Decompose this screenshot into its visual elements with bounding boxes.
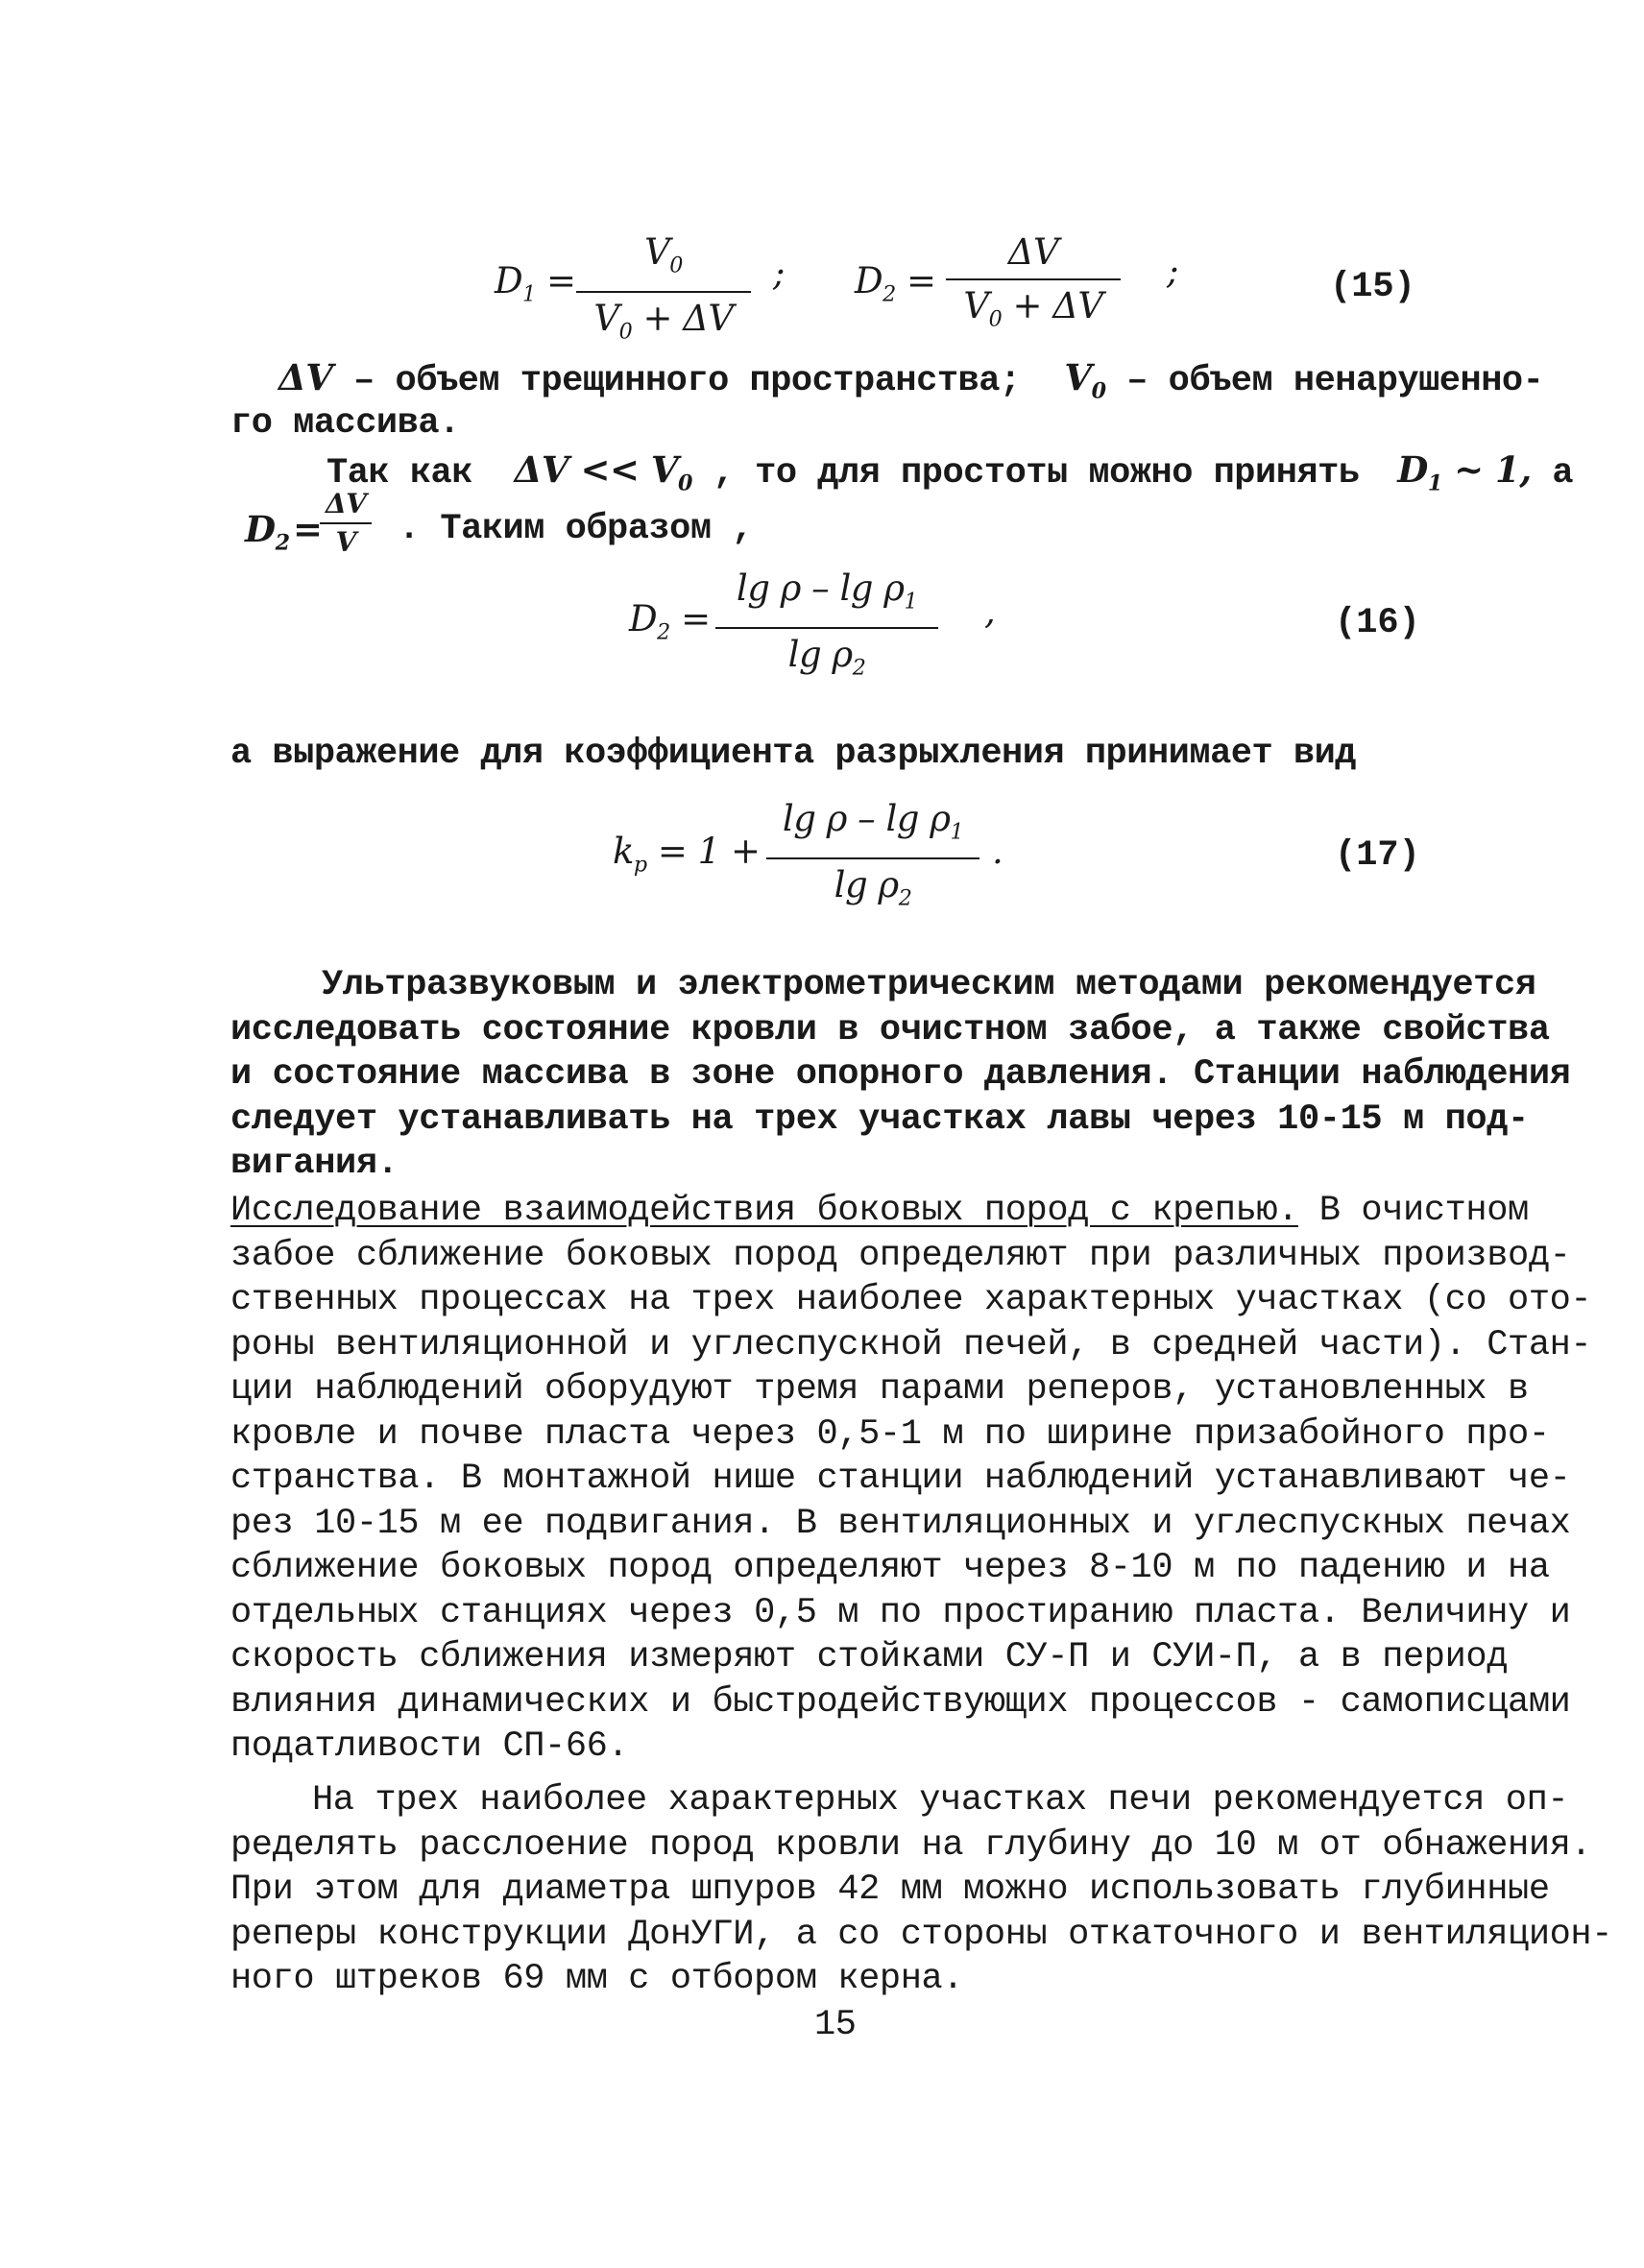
eq15-fraction-2: $\frac{\Delta V}{V_0 + \Delta V}$ <box>946 230 1121 341</box>
paragraph-line: забое сближение боковых пород определяют при различных производ- <box>230 1235 1571 1276</box>
eq15-lhs1: $D_1$ = <box>495 260 576 307</box>
paragraph-line: ного штреков 69 мм с отбором керна. <box>230 1959 964 1999</box>
eq15-separator-1: ; <box>773 253 785 294</box>
paragraph-line: реперы конструкции ДонУГИ, а со стороны откаточного и вентиляцион- <box>230 1914 1613 1955</box>
paragraph-line: кровле и почве пласта через 0,5-1 м по ширине призабойного про- <box>230 1413 1550 1455</box>
paragraph-line: рез 10-15 м ее подвигания. В вентиляционных и углеспускных печах <box>230 1503 1571 1544</box>
eq16-number: (16) <box>1335 603 1420 643</box>
paragraph-line: вигания. <box>230 1144 399 1184</box>
eq17-fraction: $\frac{\lg \rho - \lg \rho_1}{\lg \rho_2}$ <box>766 797 979 921</box>
paragraph-stratification <box>230 1778 1612 2002</box>
page-number: 15 <box>814 2005 857 2045</box>
paragraph-line: Ультразвуковым и электрометрическим методами рекомендуется <box>322 965 1536 1005</box>
eq16-fraction: $\frac{\lg \rho - \lg \rho_1}{\lg \rho_2}$ <box>715 567 938 690</box>
paragraph-line: влияния динамических и быстродействующих процессов - самописцами <box>230 1681 1571 1723</box>
eq15-fraction-1: $\frac{V_0}{V_0 + \Delta V}$ <box>576 230 751 354</box>
expression-line: а выражение для коэффициента разрыхления принимает вид <box>230 734 1356 774</box>
eq15-lhs2: $D_2$ = <box>855 260 936 307</box>
paragraph-line: На трех наиболее характерных участках печи рекомендуется оп- <box>312 1780 1569 1821</box>
paragraph-line: податливости СП-66. <box>230 1726 629 1767</box>
paragraph-interaction: Исследование взаимодействия боковых пород с крепью. В очистном забое сближение боковых пород определяют при различных производ- ственных процессах на трех наиболее характерных участках (со ото- роны вентиляционной и углеспускной печей, в средней части). Стан- ции наблюдений оборудуют тремя парами реперов, установленных в кровле и почве пласта через 0,5-1 м по ширине призабойного про- странства. В монтажной нише станции наблюдений устанавливают че- рез 10-15 м ее подвигания. В вентиляционных и углеспускных печах сближение боковых пород определяют через 8-10 м по падению и на отдельных станциях через 0,5 м по простиранию пласта. Величину и скорость сближения измеряют стойками СУ-П и СУИ-П, а в период влияния динамических и быстродействующих процессов - самописцами податливости СП-66. <box>230 1189 1591 1770</box>
paragraph-line: ределять расслоение пород кровли на глубину до 10 м от обнажения. <box>230 1824 1592 1866</box>
paragraph-line: странства. В монтажной нише станции наблюдений устанавливают че- <box>230 1459 1571 1499</box>
paragraph-line: скорость сближения измеряют стойками СУ-П и СУИ-П, а в период <box>230 1637 1509 1677</box>
paragraph-line: ции наблюдений оборудуют тремя парами реперов, установленных в <box>230 1369 1529 1410</box>
paragraph-line: следует устанавливать на трех участках лавы через 10-15 м под- <box>230 1098 1529 1140</box>
section-heading: Исследование взаимодействия боковых пород с крепью. <box>230 1191 1298 1231</box>
definition-line-2: го массива. <box>230 403 460 444</box>
since-line: Так как $\Delta V << V_0$ , то для простоты можно принять $D_1$ ~ 1, а <box>326 448 1574 496</box>
paragraph-line: исследовать состояние кровли в очистном забое, а также свойства <box>230 1009 1550 1050</box>
definition-line: ΔV – объем трещинного пространства; $V_0$ – объем ненарушенно- <box>278 356 1544 404</box>
paragraph-line: сближение боковых пород определяют через 8-10 м по падению и на <box>230 1548 1550 1588</box>
thus-fraction: $\frac{\Delta V}{V}$ <box>320 490 372 557</box>
eq15-separator-2: ; <box>1167 251 1178 292</box>
paragraph-line: При этом для диаметра шпуров 42 мм можно использовать глубинные <box>230 1870 1550 1910</box>
eq15-number: (15) <box>1330 267 1415 307</box>
paragraph-line: ственных процессах на трех наиболее характерных участках (со ото- <box>230 1280 1592 1320</box>
paragraph-line: роны вентиляционной и углеспускной печей, в средней части). Стан- <box>230 1324 1592 1365</box>
eq17-number: (17) <box>1335 835 1420 876</box>
paragraph-line: отдельных станциях через 0,5 м по простиранию пласта. Величину и <box>230 1592 1571 1633</box>
paragraph-line: и состояние массива в зоне опорного давления. Станции наблюдения <box>230 1054 1571 1095</box>
paragraph-ultrasound <box>230 963 1570 1187</box>
document-page: $D_1$ = $\frac{V_0}{V_0 + \Delta V}$ ; $D_2$ = $\frac{\Delta V}{V_0 + \Delta V}$ ; (15) ΔV – объем трещинного пространства; $V_0$ – объем ненарушенно- го массива. Так как $\Delta V << V_0$ , то для простоты можно принять $D_1$ ~ 1, а $D_2$ = $\frac{\Delta V}{V}$ . Таким образом , $D_2$ = $\frac{\lg \rho - \lg \rho_1}{\lg \rho_2}$ , (16) а выражение для коэффициента разрыхления принимает вид $k_p = 1$ + $\frac{\lg \rho - \lg \rho_1}{\lg \rho_2}$ . (17) Ультразвуковым и электрометрическим методами рекомендуется исследовать состояние кровли в очистном забое, а также свойства и состояние массива в зоне опорного давления. Станции наблюдения следует устанавливать на трех участках лавы через 10-15 м под- вигания. Исследование взаимодействия боковых пород с крепью. В очистном забое сближение боковых пород определяют при различных производ- ственных процессах на трех наиболее характерных участках (со ото- роны вентиляционной и углеспускной печей, в средней части). Стан- ции наблюдений оборудуют тремя парами реперов, установленных в кровле и почве пласта через 0,5-1 м по ширине призабойного про- странства. В монтажной нише станции наблюдений устанавливают че- рез 10-15 м ее подвигания. В вентиляционных и углеспускных печах сближение боковых пород определяют через 8-10 м по падению и на отдельных станциях через 0,5 м по простиранию пласта. Величину и скорость сближения измеряют стойками СУ-П и СУИ-П, а в период влияния динамических и быстродействующих процессов - самописцами податливости СП-66. На трех наиболее характерных участках печи рекомендуется оп- ределять расслоение пород кровли на глубину до 10 м от обнажения. При этом для диаметра шпуров 42 мм можно использовать глубинные реперы конструкции ДонУГИ, а со стороны откаточного и вентиляцион- ного штреков 69 мм с отбором керна. 15 <box>230 231 1613 2045</box>
